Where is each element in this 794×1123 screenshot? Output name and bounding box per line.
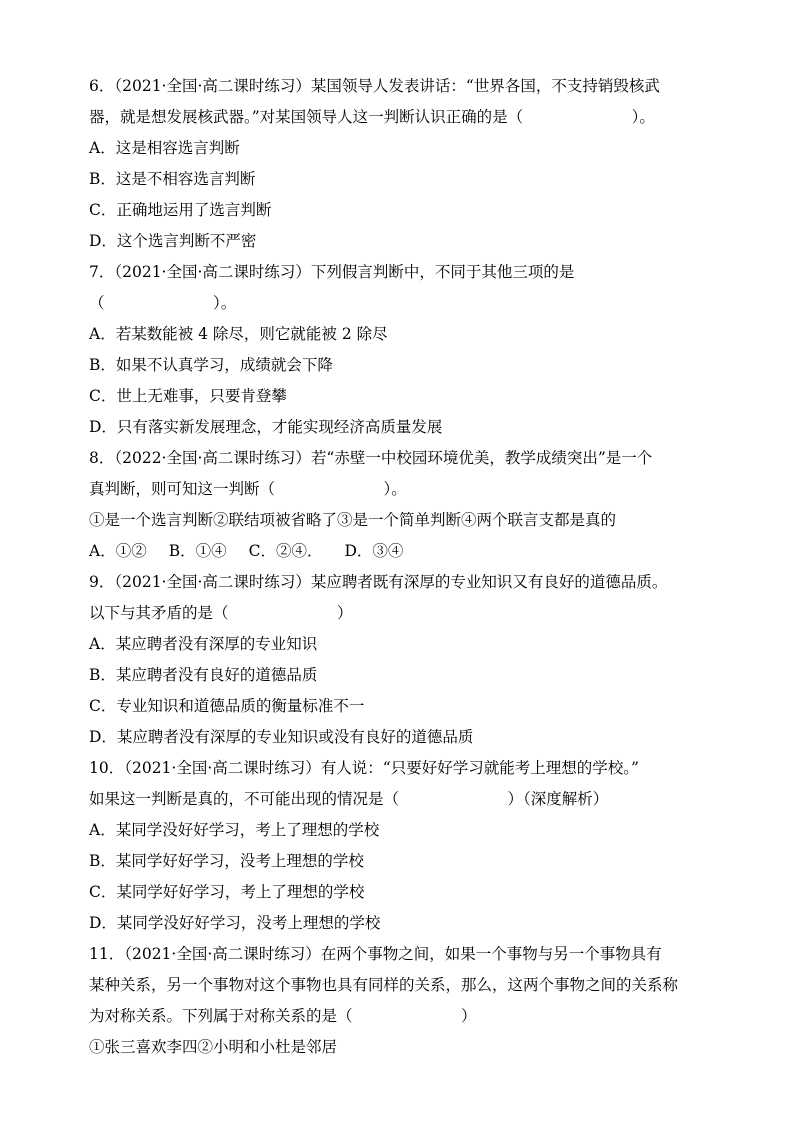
question-7 [89,257,709,443]
question-stem-line: 8．（2022·全国·高二课时练习）若“赤壁一中校园环境优美，教学成绩突出”是一个 [89,449,653,467]
question-stem-line: 真判断，则可知这一判断（ ）。 [89,480,407,498]
option-b: B．某应聘者没有良好的道德品质 [89,666,318,684]
option-b: B．某同学好好学习，没考上理想的学校 [89,852,364,870]
question-stem-line: 11．（2021·全国·高二课时练习）在两个事物之间，如果一个事物与另一个事物具有 [89,945,662,963]
question-stem-line: 器，就是想发展核武器。”对某国领导人这一判断认识正确的是（ ）。 [89,108,655,126]
option-c: C．某同学好好学习，考上了理想的学校 [89,883,365,901]
question-stem-line: 如果这一判断是真的，不可能出现的情况是（ ）（深度解析） [89,790,609,808]
option-b: B．如果不认真学习，成绩就会下降 [89,356,333,374]
question-stem-line: 9．（2021·全国·高二课时练习）某应聘者既有深厚的专业知识又有良好的道德品质。 [89,573,668,591]
option-d: D．这个选言判断不严密 [89,232,257,250]
option-a: A．①② [89,542,147,560]
question-6 [89,71,709,257]
question-stem-line: （ ）。 [89,294,237,312]
option-b: B．这是不相容选言判断 [89,170,256,188]
inline-options [89,536,709,567]
question-stem-line: 7．（2021·全国·高二课时练习）下列假言判断中，不同于其他三项的是 [89,263,575,281]
document-page [89,71,709,1063]
question-10 [89,753,709,939]
question-stem-line: ①张三喜欢李四②小明和小杜是邻居 [89,1038,338,1056]
option-c: C．专业知识和道德品质的衡量标准不一 [89,697,365,715]
option-d: D．某同学没好好学习，没考上理想的学校 [89,914,381,932]
option-a: A．某同学没好好学习，考上了理想的学校 [89,821,380,839]
question-stem-line: ①是一个选言判断②联结项被省略了③是一个简单判断④两个联言支都是真的 [89,511,617,529]
option-d: D．某应聘者没有深厚的专业知识或没有良好的道德品质 [89,728,474,746]
option-d: D．③④ [344,542,404,560]
option-c: C．正确地运用了选言判断 [89,201,272,219]
option-c: C．②④． [248,542,323,560]
question-stem-line: 10．（2021·全国·高二课时练习）有人说：“只要好好学习就能考上理想的学校。” [89,759,639,777]
option-d: D．只有落实新发展理念，才能实现经济高质量发展 [89,418,443,436]
option-a: A．这是相容选言判断 [89,139,240,157]
question-stem-line: 以下与其矛盾的是（ ） [89,604,353,622]
option-b: B．①④ [168,542,227,560]
question-8 [89,443,709,567]
option-c: C．世上无难事，只要肯登攀 [89,387,287,405]
option-a: A．某应聘者没有深厚的专业知识 [89,635,318,653]
question-stem-line: 6．（2021·全国·高二课时练习）某国领导人发表讲话：“世界各国，不支持销毁核武 [89,77,660,95]
option-a: A．若某数能被 4 除尽，则它就能被 2 除尽 [89,325,388,343]
question-stem-line: 为对称关系。下列属于对称关系的是（ ） [89,1007,477,1025]
question-9 [89,567,709,753]
question-stem-line: 某种关系，另一个事物对这个事物也具有同样的关系，那么，这两个事物之间的关系称 [89,976,679,994]
question-11 [89,939,709,1063]
